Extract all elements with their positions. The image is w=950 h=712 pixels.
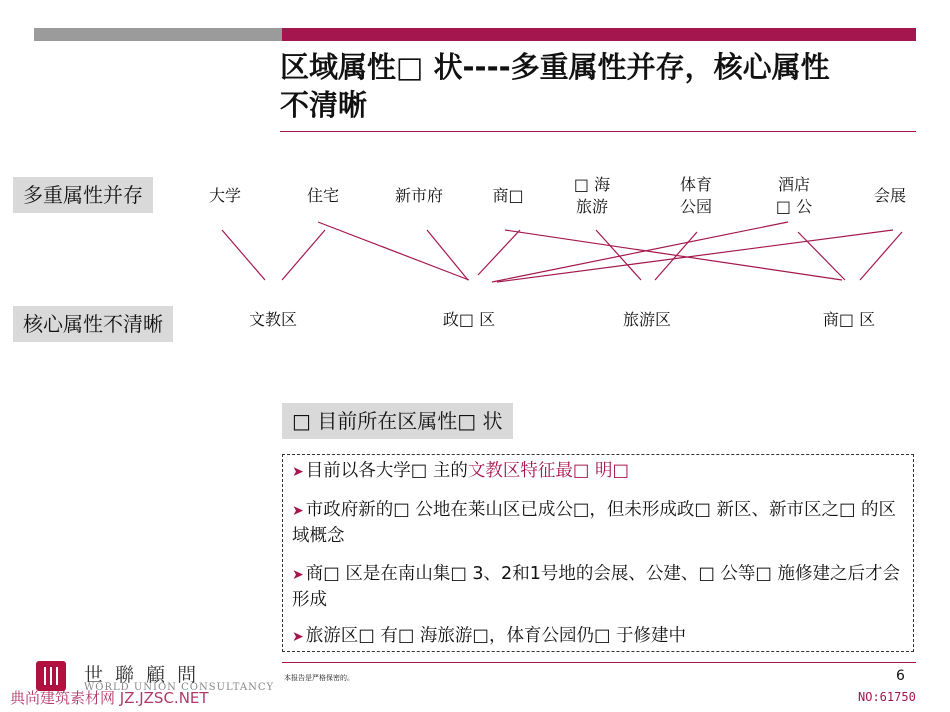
confidential-note: 本报告是严格保密的。 bbox=[284, 674, 354, 682]
node-cultural-education-zone: 文教区 bbox=[248, 310, 297, 329]
connector-residential-government bbox=[318, 222, 469, 280]
watermark-site: 典尚建筑素材网 JZ.JZSC.NET bbox=[10, 689, 209, 707]
tag-multi-attributes: 多重属性并存 bbox=[13, 177, 153, 213]
node-hotel-office: 酒店 □ 公 bbox=[775, 175, 813, 216]
bullet-item-2: ➤ 市政府新的□ 公地在莱山区已成公□，但未形成政□ 新区、新市区之□ 的区域概念 bbox=[292, 500, 897, 546]
node-commerce: 商□ bbox=[492, 186, 524, 205]
title-line-1: 区域属性□ 状----多重属性并存，核心属性 bbox=[280, 50, 830, 84]
connector-university-education bbox=[222, 230, 265, 280]
node-government-zone: 政□ 区 bbox=[442, 310, 496, 329]
connector-commerce-commercial bbox=[505, 230, 842, 280]
footer-divider bbox=[282, 662, 916, 663]
node-sports-park: 体育 公园 bbox=[679, 175, 712, 216]
node-tourism-zone: 旅游区 bbox=[622, 310, 671, 329]
bullet-item-1: ➤ 目前以各大学□ 主的文教区特征最□ 明□ bbox=[292, 461, 629, 481]
watermark-number: NO:61750 bbox=[858, 690, 916, 704]
connector-residential-education bbox=[282, 230, 325, 280]
connector-commerce-government bbox=[478, 230, 520, 275]
node-exhibition: 会展 bbox=[873, 186, 906, 205]
company-name-english: WORLD UNION CONSULTANCY bbox=[84, 682, 275, 693]
arrow-bullet-icon: ➤ bbox=[292, 567, 304, 583]
connector-hotel-government bbox=[492, 222, 788, 282]
company-name-chinese: 世 聯 顧 問 bbox=[84, 664, 200, 686]
title-line-2: 不清晰 bbox=[280, 88, 368, 122]
connector-seaside-tourism bbox=[596, 230, 641, 280]
connector-exhibition-commercial bbox=[860, 232, 902, 280]
bullet-item-4: ➤ 旅游区□ 有□ 海旅游□，体育公园仍□ 于修建中 bbox=[292, 626, 687, 646]
node-seaside-tourism: □ 海 旅游 bbox=[573, 175, 611, 216]
tag-core-unclear: 核心属性不清晰 bbox=[13, 306, 173, 342]
node-university: 大学 bbox=[208, 186, 241, 205]
arrow-bullet-icon: ➤ bbox=[292, 503, 304, 519]
page-number: 6 bbox=[896, 668, 905, 684]
highlight-text: 文教区特征最□ 明□ bbox=[467, 461, 629, 481]
node-residential: 住宅 bbox=[306, 186, 339, 205]
tag-current-district: □ 目前所在区属性□ 状 bbox=[282, 403, 513, 439]
node-new-city-govt: 新市府 bbox=[394, 186, 443, 205]
connector-newgovt-government bbox=[427, 230, 468, 280]
node-commercial-zone: 商□ 区 bbox=[822, 310, 876, 329]
arrow-bullet-icon: ➤ bbox=[292, 629, 304, 645]
arrow-bullet-icon: ➤ bbox=[292, 464, 304, 480]
bullet-item-3: ➤ 商□ 区是在南山集□ 3、2和1号地的会展、公建、□ 公等□ 施修建之后才会形成 bbox=[292, 564, 901, 610]
